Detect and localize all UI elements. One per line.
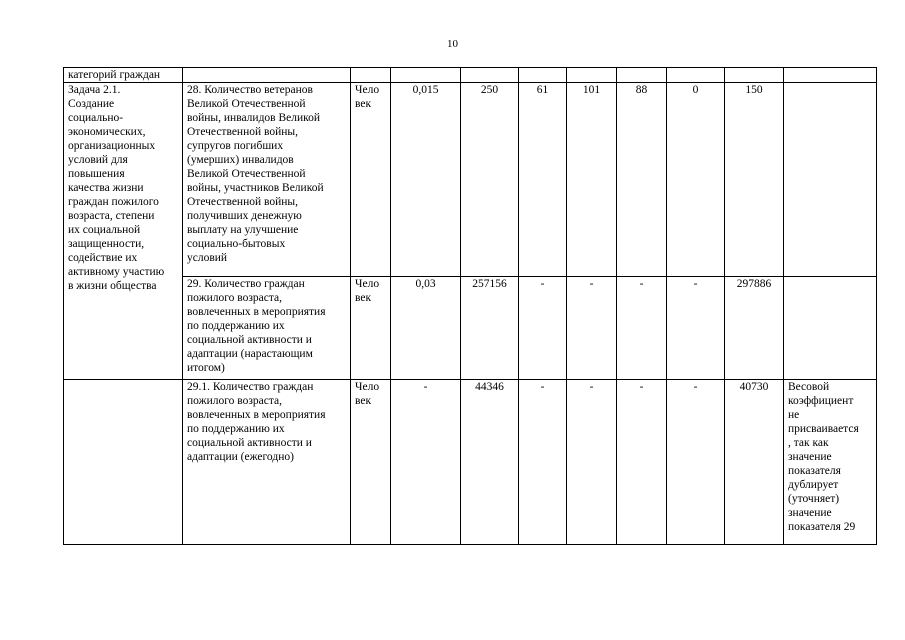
task-cell: Задача 2.1. Создание социально- экономических, организационных условий для повышения качества жизни граждан пожилого возраста, степени их социальной защищенности, содействие их активному участию в жизни общества [64,83,183,380]
value-cell-2: 101 [567,83,617,277]
weight-cell: 0,015 [391,83,461,277]
table-row [64,277,877,380]
indicator-cell: 29. Количество граждан пожилого возраста, вовлеченных в мероприятия по поддержанию их социальной активности и адаптации (нарастающим итогом) [183,277,351,380]
unit-cell [351,68,391,83]
base-value-cell: 44346 [461,380,519,545]
value-cell-1: 61 [519,83,567,277]
weight-cell [391,68,461,83]
base-value-cell [461,68,519,83]
value-cell-3: - [617,277,667,380]
value-cell-4 [667,68,725,83]
note-cell [784,277,877,380]
table-row [64,380,877,545]
indicators-table [63,67,877,545]
value-cell-1: - [519,277,567,380]
weight-cell: - [391,380,461,545]
value-cell-1 [519,68,567,83]
value-cell-2 [567,68,617,83]
note-cell: Весовой коэффициент не присваивается , так как значение показателя дублирует (уточняет) значение показателя 29 [784,380,877,545]
unit-cell: Чело век [351,277,391,380]
value-cell-3: - [617,380,667,545]
value-cell-4: 0 [667,83,725,277]
target-value-cell: 150 [725,83,784,277]
value-cell-4: - [667,380,725,545]
target-value-cell [725,68,784,83]
note-cell [784,83,877,277]
base-value-cell: 250 [461,83,519,277]
indicator-cell [183,68,351,83]
value-cell-3: 88 [617,83,667,277]
value-cell-1: - [519,380,567,545]
table-row [64,83,877,277]
unit-cell: Чело век [351,380,391,545]
indicator-cell: 28. Количество ветеранов Великой Отечественной войны, инвалидов Великой Отечественной войны, супругов погибших (умерших) инвалидов Великой Отечественной войны, участников Великой Отечественной войны, получивших денежную выплату на улучшение социально-бытовых условий [183,83,351,277]
base-value-cell: 257156 [461,277,519,380]
weight-cell: 0,03 [391,277,461,380]
indicator-cell: 29.1. Количество граждан пожилого возраста, вовлеченных в мероприятия по поддержанию их социальной активности и адаптации (ежегодно) [183,380,351,545]
task-cell [64,380,183,545]
table-row [64,68,877,83]
value-cell-3 [617,68,667,83]
page-number: 10 [447,38,458,50]
task-cell: категорий граждан [64,68,183,83]
note-cell [784,68,877,83]
value-cell-2: - [567,277,617,380]
value-cell-2: - [567,380,617,545]
value-cell-4: - [667,277,725,380]
target-value-cell: 297886 [725,277,784,380]
unit-cell: Чело век [351,83,391,277]
target-value-cell: 40730 [725,380,784,545]
